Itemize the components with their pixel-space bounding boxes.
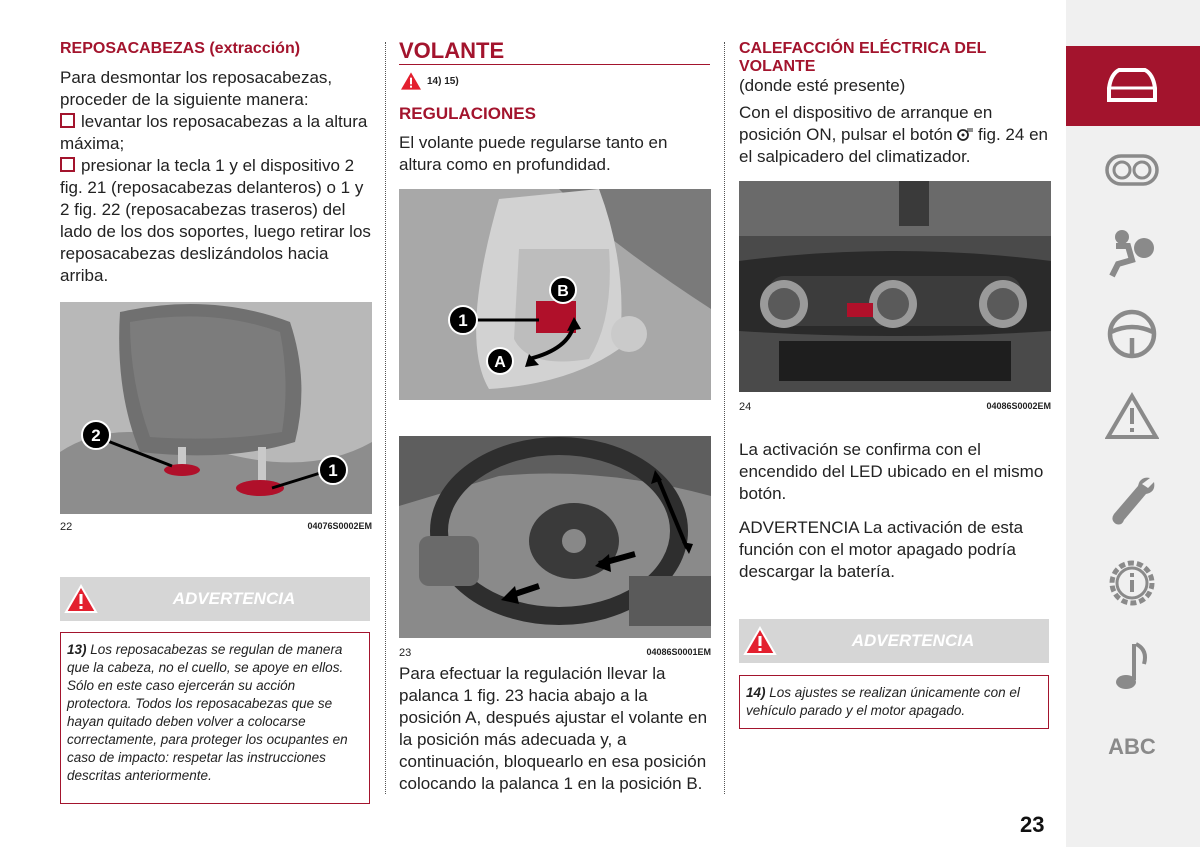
airbag-icon[interactable] [1100, 228, 1164, 278]
heated-steering-wheel-icon [957, 127, 973, 141]
headrest-bullet-1 [60, 111, 372, 155]
headrest-intro: Para desmontar los reposacabezas, proceder de la siguiente manera: [60, 68, 333, 109]
heated-wheel-sub: (donde esté presente) [739, 76, 906, 95]
heated-wheel-heading: CALEFACCIÓN ELÉCTRICA DEL VOLANTE [739, 40, 987, 75]
battery-advisory-text: ADVERTENCIA La activación de esta función con el motor apagado podría descargar la batería. [739, 518, 1024, 581]
note-number: 14) [746, 685, 766, 700]
figure-24-climate-panel [739, 181, 1051, 392]
callout-1: 1 [458, 311, 468, 330]
bullet-text: levantar los reposacabezas a la altura máxima; [60, 112, 368, 153]
refs-row [399, 71, 459, 91]
warning-note-14 [739, 675, 1049, 729]
steering-wheel-illustration [399, 436, 711, 638]
warning-label: ADVERTENCIA [172, 589, 296, 608]
callout-2: 2 [91, 426, 101, 445]
car-icon[interactable] [1100, 62, 1164, 106]
dashboard-icon[interactable] [1100, 150, 1164, 190]
figure-23-caption [399, 647, 711, 659]
bullet-text: presionar la tecla 1 y el dispositivo 2 fig. 21 (reposacabezas delanteros) o 1 y 2 fig. 22 (reposacabezas traseros) del lado de los dos soportes, luego retirar los reposacabezas deslizándolos hacia arriba. [60, 156, 371, 285]
warning-label: ADVERTENCIA [851, 631, 975, 650]
headrest-bullet-2 [60, 155, 372, 287]
adjustments-heading: REGULACIONES [399, 104, 536, 123]
figure-code: 04086S0001EM [646, 647, 711, 657]
adjustments-intro: El volante puede regularse tanto en altura como en profundidad. [399, 133, 668, 174]
abc-index-label[interactable]: ABC [1108, 734, 1156, 759]
wrench-icon[interactable] [1100, 474, 1164, 530]
warning-bar [739, 619, 1049, 663]
warning-icon [399, 71, 423, 91]
steering-heading: VOLANTE [399, 38, 505, 63]
music-icon[interactable] [1100, 640, 1164, 692]
note-text: Los ajustes se realizan únicamente con el vehículo parado y el motor apagado. [746, 685, 1020, 718]
steering-wheel-icon[interactable] [1100, 308, 1164, 360]
warning-bar [60, 577, 370, 621]
figure-24-caption [739, 401, 1051, 413]
figure-code: 04086S0002EM [986, 401, 1051, 411]
figure-number: 22 [60, 521, 73, 533]
figure-22-headrest [60, 302, 372, 514]
column-divider [385, 42, 386, 794]
info-icon[interactable] [1100, 556, 1164, 610]
figure-23-steering-wheel [399, 436, 711, 638]
note-number: 13) [67, 642, 87, 657]
warning-note-13 [60, 632, 370, 804]
callout-1: 1 [328, 461, 338, 480]
warning-refs: 14) 15) [427, 75, 459, 87]
callout-a: A [494, 354, 506, 371]
heading-rule [399, 64, 710, 65]
heated-wheel-instructions [739, 102, 1051, 168]
warning-icon [743, 626, 777, 656]
warning-icon [64, 584, 98, 614]
figure-code: 04076S0002EM [307, 521, 372, 531]
headrest-illustration [60, 302, 372, 514]
bullet-square-icon [60, 113, 75, 128]
note-text: Los reposacabezas se regulan de manera que la cabeza, no el cuello, se apoye en ellos. Sólo en este caso ejercerán su acción protectora. Todos los reposacabezas que se hayan quitado deben volver a colocarse correctamente, para proteger los ocupantes en caso de impacto: respetar las instrucciones descritas anteriormente. [67, 642, 348, 783]
lever-illustration [399, 189, 711, 400]
warning-icon[interactable] [1100, 392, 1164, 440]
page-number: 23 [1020, 812, 1045, 837]
figure-23-lever [399, 189, 711, 400]
figure-number: 24 [739, 401, 752, 413]
climate-panel-illustration [739, 181, 1051, 392]
headrest-heading: REPOSACABEZAS (extracción) [60, 40, 301, 57]
figure-number: 23 [399, 647, 412, 659]
led-confirmation-text: La activación se confirma con el encendido del LED ubicado en el mismo botón. [739, 440, 1044, 503]
column-divider [724, 42, 725, 794]
adjustment-instructions: Para efectuar la regulación llevar la palanca 1 fig. 23 hacia abajo a la posición A, después ajustar el volante en la posición más adecuada y, a continuación, bloquearlo en esa posición colocando la palanca 1 en la posición B. [399, 664, 708, 793]
bullet-square-icon [60, 157, 75, 172]
headrest-body [60, 67, 372, 287]
instructions-part-1: Con el dispositivo de arranque en posición ON, pulsar el botón [739, 103, 993, 144]
callout-b: B [557, 283, 569, 300]
figure-22-caption [60, 521, 372, 533]
instructions-part-2: fig. 24 en el salpicadero del climatizador. [739, 125, 1048, 166]
